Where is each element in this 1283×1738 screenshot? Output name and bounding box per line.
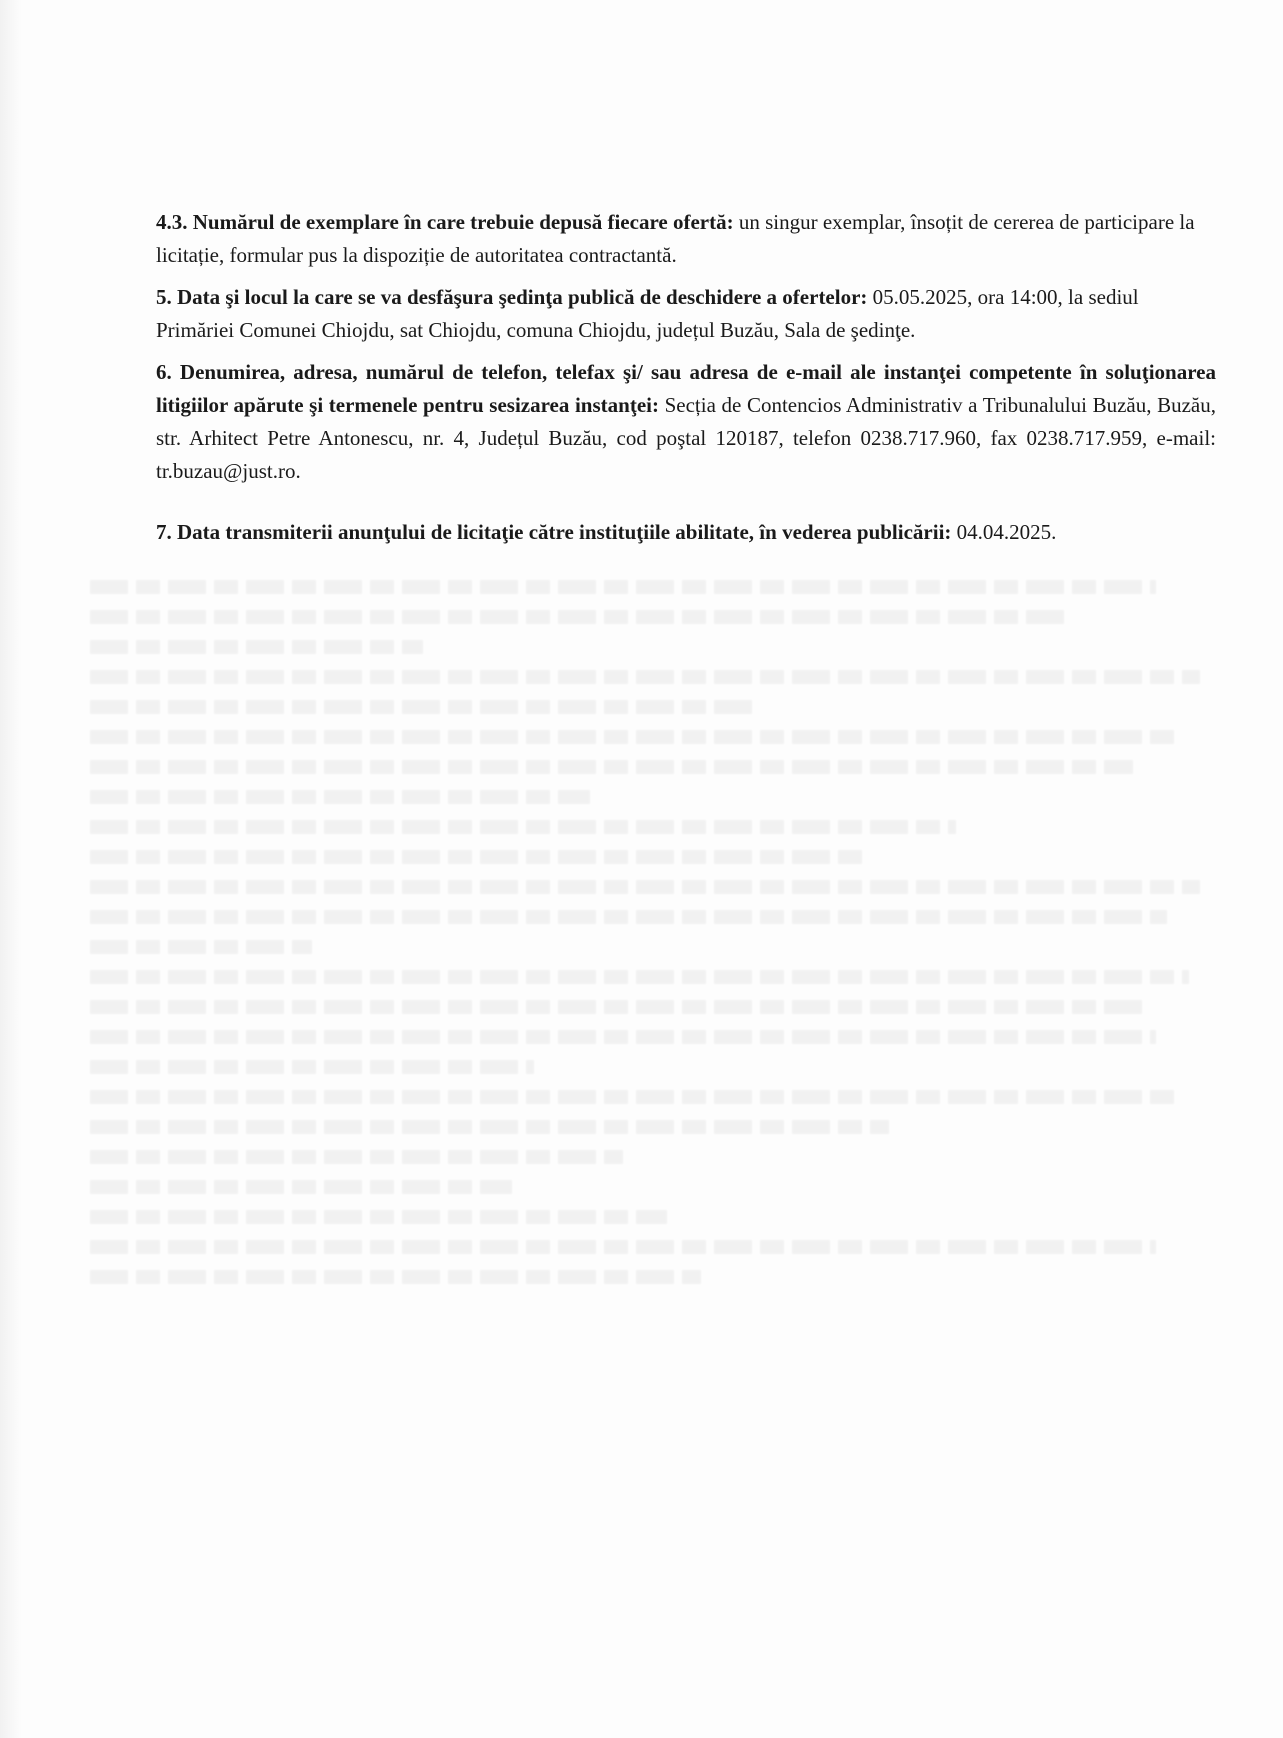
section-4-3-label: 4.3. Numărul de exemplare în care trebuie depusă fiecare ofertă:	[156, 210, 734, 234]
section-6-text: Secția de Contencios Administrativ a Tribunalului Buzău, Buzău, str. Arhitect Petre Antonescu, nr. 4, Județul Buzău, cod poştal 120187, telefon 0238.717.960, fax 0238.717.959, e-mail: tr.buzau@just.ro.	[156, 393, 1216, 483]
section-5-text: 05.05.2025, ora 14:00, la sediul Primăriei Comunei Chiojdu, sat Chiojdu, comuna Chiojdu, județul Buzău, Sala de şedinţe.	[156, 285, 1139, 342]
section-4-3	[156, 206, 1216, 272]
section-6-label: 6. Denumirea, adresa, numărul de telefon, telefax şi/ sau adresa de e-mail ale instanţei competente în soluţionarea litigiilor apărute şi termenele pentru sesizarea instanţei:	[156, 360, 1216, 417]
section-7	[156, 516, 1216, 549]
scan-edge-shadow	[0, 0, 22, 1738]
section-7-text: 04.04.2025.	[951, 520, 1057, 544]
document-body	[156, 206, 1216, 558]
section-5	[156, 281, 1216, 347]
section-5-label: 5. Data şi locul la care se va desfăşura şedinţa publică de deschidere a ofertelor:	[156, 285, 868, 309]
section-6	[156, 356, 1216, 488]
bleed-through-text	[90, 580, 1200, 1300]
section-4-3-text: un singur exemplar, însoțit de cererea de participare la licitație, formular pus la dispoziție de autoritatea contractantă.	[156, 210, 1195, 267]
section-7-label: 7. Data transmiterii anunţului de licitaţie către instituţiile abilitate, în vederea publicării:	[156, 520, 952, 544]
